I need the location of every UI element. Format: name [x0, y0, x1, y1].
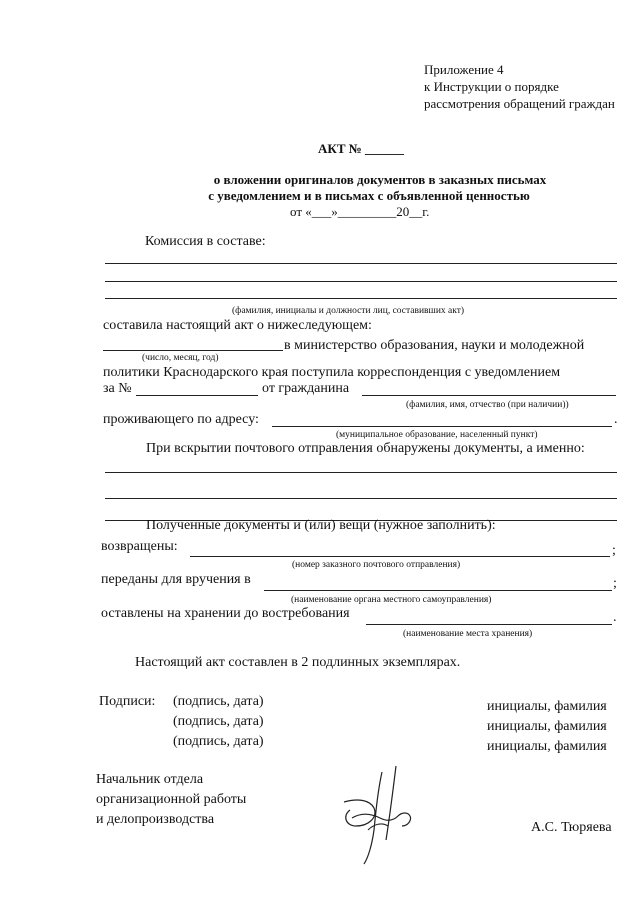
commission-line-3 [105, 298, 617, 299]
stored-end: . [613, 610, 617, 625]
organ-note: (наименование органа местного самоуправления) [291, 595, 492, 605]
date-line [103, 350, 283, 351]
fio-note: (фамилия, имя, отчество (при наличии)) [406, 400, 569, 410]
sign-placeholder-1: (подпись, дата) [173, 694, 264, 709]
drew-up-text: составила настоящий акт о нижеследующем: [103, 318, 372, 333]
received-text: Полученные документы и (или) вещи (нужное заполнить): [146, 518, 496, 533]
handed-label: переданы для вручения в [101, 572, 251, 587]
sign-placeholder-2: (подпись, дата) [173, 714, 264, 729]
commission-label: Комиссия в составе: [145, 234, 266, 249]
signer-name: А.С. Тюряева [531, 820, 612, 835]
number-prefix: за № [103, 381, 132, 396]
copies-text: Настоящий акт составлен в 2 подлинных экземплярах. [135, 655, 461, 670]
handwritten-signature [338, 760, 418, 865]
act-subtitle-1: о вложении оригиналов документов в заказных письмах [213, 172, 547, 187]
sign-placeholder-3: (подпись, дата) [173, 734, 264, 749]
commission-line-1 [105, 263, 617, 264]
returned-end: ; [612, 543, 616, 558]
appendix-line-3: рассмотрения обращений граждан [424, 96, 615, 111]
address-end: . [614, 412, 618, 427]
storage-note: (наименование места хранения) [403, 629, 533, 639]
registered-note: (номер заказного почтового отправления) [292, 560, 461, 570]
act-date: от «___»_________20__г. [290, 204, 430, 219]
commission-note: (фамилия, инициалы и должности лиц, составивших акт) [232, 306, 465, 316]
opening-text: При вскрытии почтового отправления обнаружены документы, а именно: [146, 441, 585, 456]
from-citizen-text: от гражданина [262, 381, 350, 396]
number-line [136, 395, 258, 396]
handed-end: ; [613, 576, 617, 591]
act-subtitle-2: с уведомлением и в письмах с объявленной ценностью [208, 188, 530, 203]
ministry-text: в министерство образования, науки и молодежной [284, 338, 585, 353]
documents-line-1 [105, 472, 617, 473]
position-line-2: организационной работы [96, 792, 247, 807]
position-line-3: и делопроизводства [96, 812, 215, 827]
signatures-label: Подписи: [99, 694, 156, 709]
address-label: проживающего по адресу: [103, 412, 259, 427]
initials-surname-1: инициалы, фамилия [487, 699, 607, 714]
date-note: (число, месяц, год) [142, 353, 219, 363]
municipal-note: (муниципальное образование, населенный пункт) [336, 430, 538, 440]
act-title: АКТ № ______ [318, 141, 405, 156]
commission-line-2 [105, 281, 617, 282]
returned-label: возвращены: [101, 539, 178, 554]
documents-line-2 [105, 498, 617, 499]
appendix-line-1: Приложение 4 [424, 62, 504, 77]
stored-label: оставлены на хранении до востребования [101, 606, 350, 621]
position-line-1: Начальник отдела [96, 772, 204, 787]
initials-surname-3: инициалы, фамилия [487, 739, 607, 754]
politics-text: политики Краснодарского края поступила корреспонденция с уведомлением [103, 365, 561, 380]
citizen-line [362, 395, 616, 396]
appendix-line-2: к Инструкции о порядке [424, 79, 559, 94]
stored-line [366, 624, 612, 625]
returned-line [190, 556, 610, 557]
initials-surname-2: инициалы, фамилия [487, 719, 607, 734]
handed-line [264, 590, 612, 591]
address-line [272, 426, 612, 427]
